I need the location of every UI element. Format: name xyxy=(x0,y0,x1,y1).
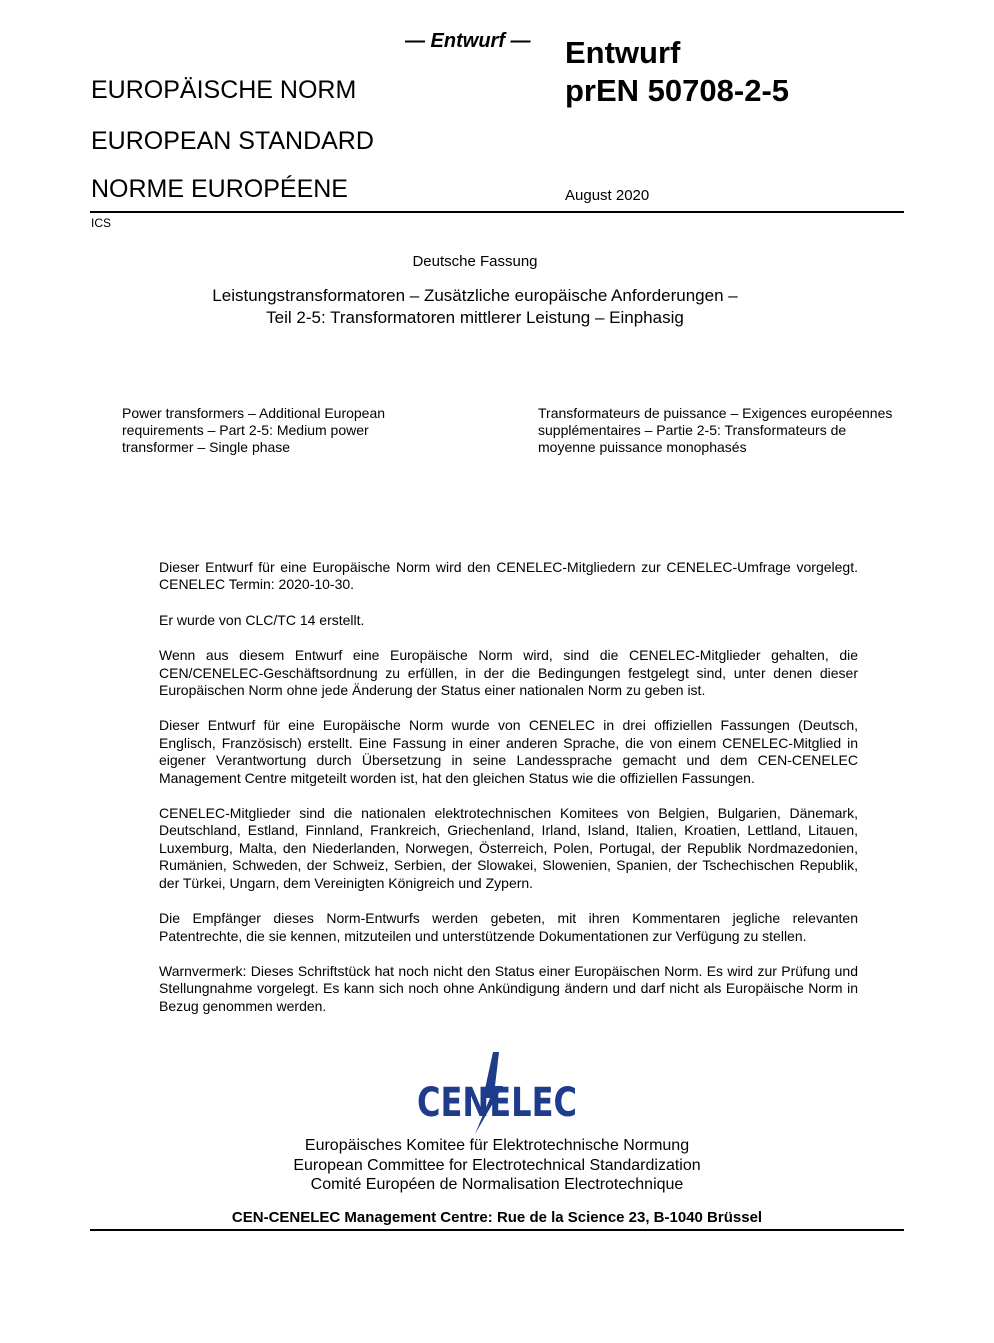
organization-name-fr: Comité Européen de Normalisation Electrotechnique xyxy=(310,1176,684,1193)
organization-name-en: European Committee for Electrotechnical Standardization xyxy=(293,1156,701,1174)
norm-label-fr: NORME EUROPÉENE xyxy=(91,175,348,203)
norm-label-de: EUROPÄISCHE NORM xyxy=(91,76,357,104)
publication-date: August 2020 xyxy=(565,187,650,204)
svg-text:CENELEC: CENELEC xyxy=(417,1080,577,1126)
german-title-line-2: Teil 2-5: Transformatoren mittlerer Leistung – Einphasig xyxy=(266,308,684,327)
norm-label-en: EUROPEAN STANDARD xyxy=(91,127,374,155)
intro-paragraph: CENELEC-Mitglieder sind die nationalen elektrotechnischen Komitees von Belgien, Bulgarien, Dänemark, Deutschland, Estland, Finnland, Frankreich, Griechenland, Irland, Island, Italien, Kroatien, Lettland, Litauen, Luxemburg, Malta, den Niederlanden, Norwegen, Österreich, Polen, Portugal, der Republik Nordmazedonien, Rumänien, Schweden, der Schweiz, Serbien, der Slowakei, Slowenien, Spanien, der Tschechischen Republik, der Türkei, Ungarn, dem Vereinigten Königreich und Zypern. xyxy=(159,805,858,891)
intro-paragraph: Dieser Entwurf für eine Europäische Norm wurde von CENELEC in drei offiziellen Fassungen (Deutsch, Englisch, Französisch) erstellt. Eine Fassung in einer anderen Sprache, die von einem CENELEC-Mitglied in eigener Verantwortung durch Übersetzung in seine Landessprache gemacht und dem CEN-CENELEC Management Centre mitgeteilt worden ist, hat den gleichen Status wie die offiziellen Fassungen. xyxy=(159,717,858,786)
german-title-line-1: Leistungstransformatoren – Zusätzliche europäische Anforderungen – xyxy=(212,286,738,305)
intro-paragraph: Warnvermerk: Dieses Schriftstück hat noch nicht den Status einer Europäischen Norm. Es wird zur Prüfung und Stellungnahme vorgelegt. Es kann sich noch ohne Ankündigung ändern und darf nicht als Europäische Norm in Bezug genommen werden. xyxy=(159,962,858,1014)
document-number: prEN 50708-2-5 xyxy=(565,73,790,108)
german-title xyxy=(0,285,950,329)
cenelec-logo xyxy=(413,1052,581,1134)
organization-names xyxy=(0,1136,994,1195)
footer-divider xyxy=(90,1229,904,1231)
header-divider xyxy=(90,211,904,213)
document-title-draft: Entwurf xyxy=(565,35,681,70)
introduction-text xyxy=(159,559,858,1033)
english-title: Power transformers – Additional European requirements – Part 2-5: Medium power transformer – Single phase xyxy=(122,405,386,455)
ics-label: ICS xyxy=(91,216,112,230)
draft-watermark: — Entwurf — xyxy=(405,30,531,52)
management-centre-address: CEN-CENELEC Management Centre: Rue de la Science 23, B-1040 Brüssel xyxy=(231,1209,763,1226)
intro-paragraph: Dieser Entwurf für eine Europäische Norm wird den CENELEC-Mitgliedern zur CENELEC-Umfrage vorgelegt. CENELEC Termin: 2020-10-30. xyxy=(159,559,858,593)
french-title: Transformateurs de puissance – Exigences européennes supplémentaires – Partie 2-5: Transformateurs de moyenne puissance monophasés xyxy=(538,405,893,455)
intro-paragraph: Wenn aus diesem Entwurf eine Europäische Norm wird, sind die CENELEC-Mitglieder gehalten, die CEN/CENELEC-Geschäftsordnung zu erfüllen, in der die Bedingungen festgelegt sind, unter denen dieser Europäischen Norm ohne jede Änderung der Status einer nationalen Norm zu geben ist. xyxy=(159,647,858,699)
intro-paragraph: Er wurde von CLC/TC 14 erstellt. xyxy=(159,611,365,628)
version-label: Deutsche Fassung xyxy=(412,253,538,270)
intro-paragraph: Die Empfänger dieses Norm-Entwurfs werden gebeten, mit ihren Kommentaren jegliche relevanten Patentrechte, die sie kennen, mitzuteilen und unterstützende Dokumentationen zur Verfügung zu stellen. xyxy=(159,910,858,944)
organization-name-de: Europäisches Komitee für Elektrotechnische Normung xyxy=(304,1137,690,1154)
document-title xyxy=(565,34,789,110)
